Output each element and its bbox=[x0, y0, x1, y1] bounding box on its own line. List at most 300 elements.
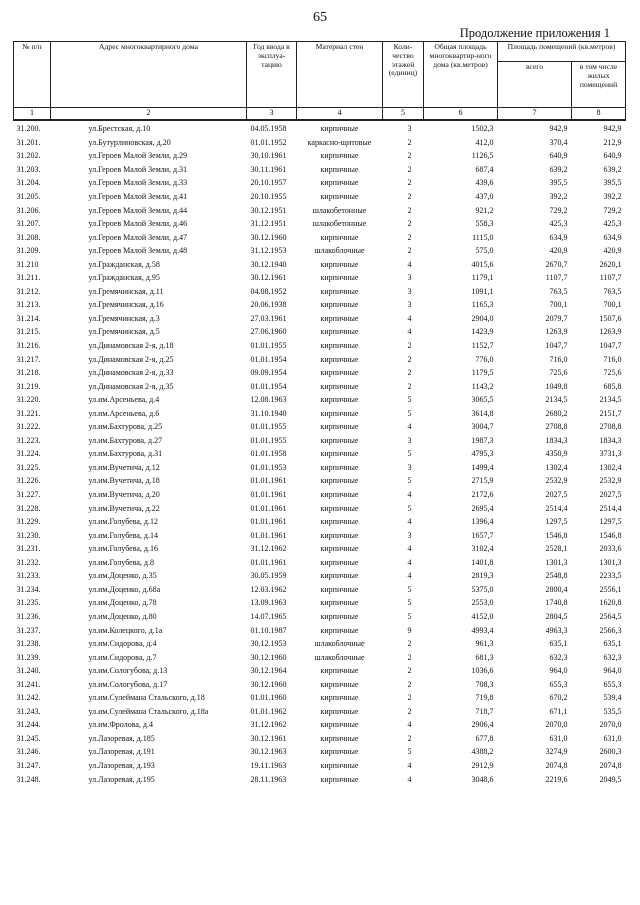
address-cell: ул.им.Сологубова, д.17 bbox=[88, 679, 168, 689]
row-number: 31.204. bbox=[16, 178, 41, 188]
material-cell: кирпичные bbox=[320, 341, 359, 351]
year-cell: 01.10.1987 bbox=[250, 625, 287, 635]
material-cell: кирпичные bbox=[320, 327, 359, 337]
living-area-cell: 2233,5 bbox=[599, 571, 622, 581]
floors-cell: 2 bbox=[407, 232, 412, 242]
premises-total-cell: 2514,4 bbox=[545, 503, 568, 513]
premises-total-cell: 700,1 bbox=[549, 300, 568, 310]
table-row bbox=[14, 461, 626, 475]
living-area-cell: 729,2 bbox=[603, 205, 622, 215]
table-row bbox=[14, 596, 626, 610]
table-row bbox=[14, 759, 626, 773]
total-area-cell: 2819,3 bbox=[471, 571, 494, 581]
living-area-cell: 655,3 bbox=[603, 679, 622, 689]
material-cell: кирпичные bbox=[320, 313, 359, 323]
address-cell: ул.Брестская, д.10 bbox=[88, 124, 151, 134]
year-cell: 01.01.1952 bbox=[250, 137, 287, 147]
living-area-cell: 535,5 bbox=[603, 706, 622, 716]
living-area-cell: 395,5 bbox=[603, 178, 622, 188]
total-area-cell: 1036,6 bbox=[471, 666, 494, 676]
floors-cell: 2 bbox=[407, 341, 412, 351]
total-area-cell: 575,0 bbox=[475, 246, 494, 256]
total-area-cell: 677,8 bbox=[475, 733, 494, 743]
material-cell: кирпичные bbox=[320, 571, 359, 581]
year-cell: 01.01.1960 bbox=[250, 693, 287, 703]
appendix-title: Продолжение приложения 1 bbox=[459, 26, 610, 40]
total-area-cell: 2912,9 bbox=[471, 760, 494, 770]
column-number: 1 bbox=[14, 108, 51, 121]
living-area-cell: 1301,3 bbox=[599, 557, 622, 567]
floors-cell: 2 bbox=[407, 219, 412, 229]
year-cell: 09.09.1954 bbox=[250, 368, 287, 378]
living-area-cell: 685,8 bbox=[603, 381, 622, 391]
floors-cell: 2 bbox=[407, 368, 412, 378]
material-cell: кирпичные bbox=[320, 286, 359, 296]
table-row bbox=[14, 285, 626, 299]
year-cell: 14.07.1965 bbox=[250, 611, 287, 621]
floors-cell: 2 bbox=[407, 733, 412, 743]
material-cell: кирпичные bbox=[320, 300, 359, 310]
header-address: Адрес многоквартирного дома bbox=[51, 42, 247, 108]
row-number: 31.208. bbox=[16, 232, 41, 242]
table-row bbox=[14, 650, 626, 664]
row-number: 31.205. bbox=[16, 192, 41, 201]
total-area-cell: 2906,4 bbox=[471, 720, 494, 730]
floors-cell: 4 bbox=[407, 259, 412, 269]
floors-cell: 5 bbox=[407, 503, 412, 513]
living-area-cell: 2532,9 bbox=[599, 476, 622, 486]
living-area-cell: 1834,3 bbox=[599, 435, 622, 445]
table-row bbox=[14, 772, 626, 786]
material-cell: кирпичные bbox=[320, 490, 359, 500]
floors-cell: 3 bbox=[407, 124, 412, 134]
table-row bbox=[14, 691, 626, 705]
year-cell: 13.09.1963 bbox=[250, 598, 287, 608]
material-cell: кирпичные bbox=[320, 598, 359, 608]
column-number: 7 bbox=[498, 108, 572, 121]
living-area-cell: 2708,8 bbox=[599, 422, 622, 432]
total-area-cell: 1179,5 bbox=[471, 368, 494, 378]
column-number: 2 bbox=[51, 108, 247, 121]
address-cell: ул.Лазоревая, д.191 bbox=[88, 747, 155, 757]
floors-cell: 5 bbox=[407, 408, 412, 418]
total-area-cell: 1115,0 bbox=[472, 232, 494, 242]
premises-total-cell: 2548,8 bbox=[545, 571, 568, 581]
total-area-cell: 1987,3 bbox=[471, 435, 494, 445]
premises-total-cell: 716,0 bbox=[549, 354, 568, 364]
premises-total-cell: 425,3 bbox=[549, 219, 568, 229]
premises-total-cell: 2532,9 bbox=[545, 476, 568, 486]
table-row bbox=[14, 610, 626, 624]
row-number: 31.248. bbox=[16, 774, 41, 784]
year-cell: 31.12.1962 bbox=[250, 544, 287, 554]
table-row bbox=[14, 120, 626, 136]
table-row bbox=[14, 339, 626, 353]
table-row bbox=[14, 163, 626, 177]
total-area-cell: 2695,4 bbox=[471, 503, 494, 513]
row-number: 31.224. bbox=[16, 449, 41, 459]
row-number: 31.228. bbox=[16, 503, 41, 513]
total-area-cell: 1152,7 bbox=[471, 341, 494, 351]
table-row bbox=[14, 230, 626, 244]
premises-total-cell: 729,2 bbox=[549, 205, 568, 215]
year-cell: 01.01.1961 bbox=[250, 517, 287, 527]
address-cell: ул.Героев Малой Земли, д.29 bbox=[88, 151, 188, 161]
address-cell: ул.им.Фролова, д.4 bbox=[88, 720, 153, 730]
address-cell: ул.им.Вучетича, д.20 bbox=[88, 490, 160, 500]
floors-cell: 5 bbox=[407, 611, 412, 621]
year-cell: 30.12.1953 bbox=[250, 639, 287, 649]
row-number: 31.214. bbox=[16, 313, 41, 323]
table-row bbox=[14, 528, 626, 542]
premises-total-cell: 639,2 bbox=[549, 164, 568, 174]
row-number: 31.220. bbox=[16, 395, 41, 405]
row-number: 31.229. bbox=[16, 517, 41, 527]
address-cell: ул.им.Арсеньева, д.4 bbox=[88, 395, 160, 405]
floors-cell: 4 bbox=[407, 774, 412, 784]
floors-cell: 2 bbox=[407, 192, 412, 201]
year-cell: 30.12.1951 bbox=[250, 205, 287, 215]
floors-cell: 9 bbox=[407, 625, 412, 635]
premises-total-cell: 2670,7 bbox=[545, 259, 568, 269]
header-num: № п/п bbox=[14, 42, 51, 108]
premises-total-cell: 3274,9 bbox=[545, 747, 568, 757]
table-row bbox=[14, 515, 626, 529]
material-cell: кирпичные bbox=[320, 354, 359, 364]
total-area-cell: 719,8 bbox=[475, 693, 494, 703]
material-cell: кирпичные bbox=[320, 192, 359, 201]
address-cell: ул.им.Голубева, д.14 bbox=[88, 530, 158, 540]
material-cell: кирпичные bbox=[320, 760, 359, 770]
row-number: 31.230. bbox=[16, 530, 41, 540]
year-cell: 30.12.1960 bbox=[250, 232, 287, 242]
row-number: 31.231. bbox=[16, 544, 41, 554]
table-row bbox=[14, 366, 626, 380]
living-area-cell: 2514,4 bbox=[599, 503, 622, 513]
address-cell: ул.Героев Малой Земли, д.46 bbox=[88, 219, 188, 229]
row-number: 31.247. bbox=[16, 760, 41, 770]
year-cell: 30.12.1940 bbox=[250, 259, 287, 269]
table-row bbox=[14, 434, 626, 448]
premises-total-cell: 634,9 bbox=[549, 232, 568, 242]
year-cell: 01.01.1955 bbox=[250, 422, 287, 432]
row-number: 31.201. bbox=[16, 137, 41, 147]
floors-cell: 3 bbox=[407, 435, 412, 445]
row-number: 31.241. bbox=[16, 679, 41, 689]
table-row bbox=[14, 312, 626, 326]
table-row bbox=[14, 705, 626, 719]
floors-cell: 2 bbox=[407, 164, 412, 174]
row-number: 31.206. bbox=[16, 205, 41, 215]
table-row bbox=[14, 244, 626, 258]
total-area-cell: 687,4 bbox=[475, 164, 494, 174]
floors-cell: 2 bbox=[407, 679, 412, 689]
material-cell: кирпичные bbox=[320, 530, 359, 540]
year-cell: 31.10.1940 bbox=[250, 408, 287, 418]
table-row bbox=[14, 298, 626, 312]
column-number: 6 bbox=[424, 108, 498, 121]
total-area-cell: 1502,3 bbox=[471, 124, 494, 134]
row-number: 31.209. bbox=[16, 246, 41, 256]
year-cell: 12.08.1963 bbox=[250, 395, 287, 405]
total-area-cell: 1091,1 bbox=[471, 286, 494, 296]
material-cell: кирпичные bbox=[320, 449, 359, 459]
address-cell: ул.им.Голубева, д.8 bbox=[88, 557, 154, 567]
address-cell: ул.им.Сулеймана Стальского, д.18 bbox=[88, 693, 205, 703]
page-number: 65 bbox=[313, 10, 327, 25]
row-number: 31.238. bbox=[16, 639, 41, 649]
address-cell: ул.им.Колецкого, д.1а bbox=[88, 625, 163, 635]
row-number: 31.237. bbox=[16, 625, 41, 635]
premises-total-cell: 655,3 bbox=[549, 679, 568, 689]
year-cell: 30.12.1960 bbox=[250, 652, 287, 662]
floors-cell: 4 bbox=[407, 422, 412, 432]
total-area-cell: 776,0 bbox=[475, 354, 494, 364]
row-number: 31.200. bbox=[16, 124, 41, 134]
year-cell: 20.06.1938 bbox=[250, 300, 287, 310]
living-area-cell: 2027,5 bbox=[599, 490, 622, 500]
row-number: 31.215. bbox=[16, 327, 41, 337]
address-cell: ул.Гремячинская, д.3 bbox=[88, 313, 160, 323]
premises-total-cell: 671,1 bbox=[549, 706, 568, 716]
row-number: 31.239. bbox=[16, 652, 41, 662]
living-area-cell: 2049,5 bbox=[599, 774, 622, 784]
material-cell: шлакоблочные bbox=[314, 246, 365, 256]
living-area-cell: 1302,4 bbox=[599, 462, 622, 472]
row-number: 31.236. bbox=[16, 611, 41, 621]
total-area-cell: 1401,8 bbox=[471, 557, 494, 567]
year-cell: 31.12.1962 bbox=[250, 720, 287, 730]
total-area-cell: 1423,9 bbox=[471, 327, 494, 337]
premises-total-cell: 631,0 bbox=[549, 733, 568, 743]
address-cell: ул.им.Вучетича, д.12 bbox=[88, 462, 160, 472]
row-number: 31.242. bbox=[16, 693, 41, 703]
table-row bbox=[14, 406, 626, 420]
premises-total-cell: 1546,8 bbox=[545, 530, 568, 540]
address-cell: ул.Героев Малой Земли, д.33 bbox=[88, 178, 188, 188]
table-row bbox=[14, 352, 626, 366]
address-cell: ул.им.Бахтурова, д.27 bbox=[88, 435, 163, 445]
floors-cell: 4 bbox=[407, 720, 412, 730]
year-cell: 30.12.1963 bbox=[250, 747, 287, 757]
year-cell: 04.08.1952 bbox=[250, 286, 287, 296]
material-cell: кирпичные bbox=[320, 666, 359, 676]
year-cell: 31.12.1951 bbox=[250, 219, 287, 229]
address-cell: ул.им.Доценко, д.68а bbox=[88, 584, 161, 594]
total-area-cell: 1499,4 bbox=[471, 462, 494, 472]
address-cell: ул.Героев Малой Земли, д.47 bbox=[88, 232, 188, 242]
material-cell: кирпичные bbox=[320, 747, 359, 757]
housing-table bbox=[13, 41, 626, 786]
total-area-cell: 718,7 bbox=[475, 706, 494, 716]
floors-cell: 2 bbox=[407, 137, 412, 147]
table-row bbox=[14, 542, 626, 556]
material-cell: кирпичные bbox=[320, 706, 359, 716]
total-area-cell: 1396,4 bbox=[471, 517, 494, 527]
floors-cell: 4 bbox=[407, 544, 412, 554]
material-cell: кирпичные bbox=[320, 395, 359, 405]
row-number: 31.217. bbox=[16, 354, 41, 364]
address-cell: ул.им.Голубева, д.16 bbox=[88, 544, 158, 554]
living-area-cell: 2033,6 bbox=[599, 544, 622, 554]
material-cell: кирпичные bbox=[320, 462, 359, 472]
row-number: 31.211. bbox=[16, 273, 41, 283]
year-cell: 01.01.1954 bbox=[250, 354, 287, 364]
premises-total-cell: 725,6 bbox=[549, 368, 568, 378]
table-row bbox=[14, 217, 626, 231]
floors-cell: 5 bbox=[407, 584, 412, 594]
table-row bbox=[14, 190, 626, 204]
row-number: 31.218. bbox=[16, 368, 41, 378]
year-cell: 01.01.1955 bbox=[250, 435, 287, 445]
address-cell: ул.Гремячинская, д.16 bbox=[88, 300, 164, 310]
floors-cell: 4 bbox=[407, 557, 412, 567]
floors-cell: 2 bbox=[407, 652, 412, 662]
premises-total-cell: 420,9 bbox=[549, 246, 568, 256]
year-cell: 30.12.1964 bbox=[250, 666, 287, 676]
row-number: 31.207. bbox=[16, 219, 41, 229]
floors-cell: 2 bbox=[407, 381, 412, 391]
living-area-cell: 2070,0 bbox=[599, 720, 622, 730]
living-area-cell: 2620,1 bbox=[599, 259, 622, 269]
total-area-cell: 4015,6 bbox=[471, 259, 494, 269]
living-area-cell: 631,0 bbox=[603, 733, 622, 743]
row-number: 31.232. bbox=[16, 557, 41, 567]
material-cell: кирпичные bbox=[320, 368, 359, 378]
address-cell: ул.им.Вучетича, д.18 bbox=[88, 476, 160, 486]
table-row bbox=[14, 501, 626, 515]
living-area-cell: 964,0 bbox=[603, 666, 622, 676]
living-area-cell: 2566,3 bbox=[599, 625, 622, 635]
year-cell: 30.05.1959 bbox=[250, 571, 287, 581]
material-cell: кирпичные bbox=[320, 625, 359, 635]
premises-total-cell: 370,4 bbox=[549, 137, 568, 147]
premises-total-cell: 1263,9 bbox=[545, 327, 568, 337]
floors-cell: 5 bbox=[407, 598, 412, 608]
row-number: 31.243. bbox=[16, 706, 41, 716]
living-area-cell: 632,3 bbox=[603, 652, 622, 662]
year-cell: 27.06.1960 bbox=[250, 327, 287, 337]
year-cell: 01.01.1961 bbox=[250, 503, 287, 513]
material-cell: кирпичные bbox=[320, 273, 359, 283]
year-cell: 01.01.1961 bbox=[250, 490, 287, 500]
premises-total-cell: 395,5 bbox=[549, 178, 568, 188]
address-cell: ул.Героев Малой Земли, д.31 bbox=[88, 164, 188, 174]
table-row bbox=[14, 637, 626, 651]
column-number: 4 bbox=[297, 108, 383, 121]
address-cell: ул.Лазоревая, д.195 bbox=[88, 774, 155, 784]
table-row bbox=[14, 325, 626, 339]
living-area-cell: 1297,5 bbox=[599, 517, 622, 527]
header-premises: Площадь помещений (кв.метров) bbox=[498, 42, 626, 62]
row-number: 31.246. bbox=[16, 747, 41, 757]
year-cell: 27.03.1961 bbox=[250, 313, 287, 323]
premises-total-cell: 670,2 bbox=[549, 693, 568, 703]
year-cell: 30.12.1961 bbox=[250, 273, 287, 283]
address-cell: ул.им.Сологубова, д.13 bbox=[88, 666, 168, 676]
year-cell: 30.10.1961 bbox=[250, 151, 287, 161]
header-material: Материал стен bbox=[297, 42, 383, 108]
floors-cell: 5 bbox=[407, 395, 412, 405]
living-area-cell: 2600,3 bbox=[599, 747, 622, 757]
row-number: 31.225. bbox=[16, 462, 41, 472]
premises-total-cell: 2134,5 bbox=[545, 395, 568, 405]
year-cell: 12.03.1962 bbox=[250, 584, 287, 594]
year-cell: 20.10.1955 bbox=[250, 192, 287, 201]
material-cell: кирпичные bbox=[320, 476, 359, 486]
material-cell: кирпичные bbox=[320, 232, 359, 242]
header-year: Год ввода в эксплуа-тацию bbox=[247, 42, 297, 108]
year-cell: 01.01.1955 bbox=[250, 341, 287, 351]
premises-total-cell: 942,9 bbox=[549, 124, 568, 134]
floors-cell: 2 bbox=[407, 693, 412, 703]
address-cell: ул.им.Доценко, д.35 bbox=[88, 571, 157, 581]
address-cell: ул.Героев Малой Земли, д.41 bbox=[88, 192, 188, 201]
header-floors: Коли-чество этажей (единиц) bbox=[383, 42, 424, 108]
year-cell: 30.12.1960 bbox=[250, 679, 287, 689]
living-area-cell: 1047,7 bbox=[599, 341, 622, 351]
material-cell: кирпичные bbox=[320, 435, 359, 445]
premises-total-cell: 2079,7 bbox=[545, 313, 568, 323]
total-area-cell: 4388,2 bbox=[471, 747, 494, 757]
address-cell: ул.Бутурлиновская, д.20 bbox=[88, 137, 171, 147]
floors-cell: 4 bbox=[407, 327, 412, 337]
table-row bbox=[14, 488, 626, 502]
living-area-cell: 2564,5 bbox=[599, 611, 622, 621]
living-area-cell: 716,0 bbox=[603, 354, 622, 364]
header-premises-living: в том числе жилых помещений bbox=[572, 62, 626, 108]
living-area-cell: 700,1 bbox=[603, 300, 622, 310]
year-cell: 04.05.1958 bbox=[250, 124, 287, 134]
floors-cell: 5 bbox=[407, 747, 412, 757]
year-cell: 01.01.1958 bbox=[250, 449, 287, 459]
living-area-cell: 639,2 bbox=[603, 164, 622, 174]
address-cell: ул.Героев Малой Земли, д.44 bbox=[88, 205, 188, 215]
premises-total-cell: 1834,3 bbox=[545, 435, 568, 445]
premises-total-cell: 2528,1 bbox=[545, 544, 568, 554]
address-cell: ул.им.Сулеймана Стальского, д.18а bbox=[88, 706, 209, 716]
total-area-cell: 3004,7 bbox=[471, 422, 494, 432]
year-cell: 01.01.1953 bbox=[250, 462, 287, 472]
table-row bbox=[14, 745, 626, 759]
floors-cell: 2 bbox=[407, 246, 412, 256]
total-area-cell: 558,3 bbox=[475, 219, 494, 229]
material-cell: шлакоблочные bbox=[314, 639, 365, 649]
material-cell: кирпичные bbox=[320, 611, 359, 621]
premises-total-cell: 1049,8 bbox=[545, 381, 568, 391]
year-cell: 01.01.1961 bbox=[250, 476, 287, 486]
row-number: 31.221. bbox=[16, 408, 41, 418]
premises-total-cell: 964,0 bbox=[549, 666, 568, 676]
material-cell: кирпичные bbox=[320, 557, 359, 567]
row-number: 31.202. bbox=[16, 151, 41, 161]
column-number: 8 bbox=[572, 108, 626, 121]
material-cell: кирпичные bbox=[320, 733, 359, 743]
total-area-cell: 3065,5 bbox=[471, 395, 494, 405]
material-cell: кирпичные bbox=[320, 774, 359, 784]
premises-total-cell: 763,5 bbox=[549, 286, 568, 296]
living-area-cell: 2556,1 bbox=[599, 584, 622, 594]
table-row bbox=[14, 677, 626, 691]
row-number: 31.219. bbox=[16, 381, 41, 391]
material-cell: кирпичные bbox=[320, 408, 359, 418]
row-number: 31.233. bbox=[16, 571, 41, 581]
material-cell: кирпичные bbox=[320, 124, 359, 134]
floors-cell: 3 bbox=[407, 273, 412, 283]
year-cell: 19.11.1963 bbox=[250, 760, 287, 770]
row-number: 31.234. bbox=[16, 584, 41, 594]
address-cell: ул.им.Доценко, д.80 bbox=[88, 611, 157, 621]
